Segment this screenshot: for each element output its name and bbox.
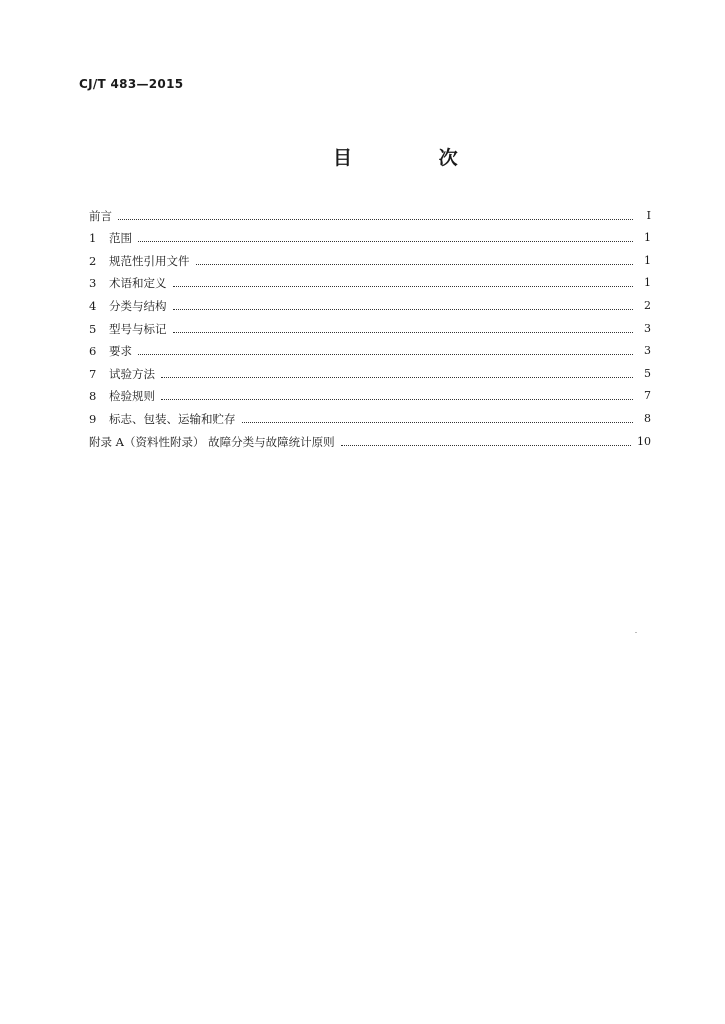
toc-entry-label: 标志、包装、运输和贮存 — [109, 411, 236, 426]
dot-leader — [161, 377, 633, 378]
dot-leader — [341, 445, 631, 446]
toc-entry-label: 要求 — [109, 344, 132, 359]
toc-entry-annex-a[interactable] — [89, 426, 651, 449]
table-of-contents — [89, 200, 651, 449]
toc-entry-1[interactable] — [89, 223, 651, 246]
toc-entry-page: 1 — [644, 253, 651, 267]
toc-entry-7[interactable] — [89, 358, 651, 381]
dot-leader — [118, 219, 633, 220]
document-code: CJ/T 483—2015 — [79, 77, 184, 91]
dot-leader — [173, 286, 634, 287]
toc-entry-page: 8 — [644, 411, 651, 425]
dot-leader — [173, 332, 634, 333]
toc-entry-2[interactable] — [89, 245, 651, 268]
toc-entry-number: 6 — [89, 344, 97, 359]
toc-entry-label: 前言 — [89, 208, 112, 223]
dot-leader — [196, 264, 634, 265]
toc-entry-number: 8 — [89, 389, 97, 404]
toc-entry-label: 术语和定义 — [109, 276, 167, 291]
dot-leader — [138, 354, 633, 355]
page-title: 目 次 — [333, 147, 498, 169]
toc-entry-page: 10 — [637, 434, 651, 448]
toc-entry-page: 1 — [644, 276, 651, 290]
toc-entry-label: 范围 — [109, 231, 132, 246]
toc-entry-page: 3 — [644, 344, 651, 358]
toc-entry-number: 9 — [89, 411, 97, 426]
scan-speck — [635, 632, 637, 633]
toc-entry-number: 5 — [89, 321, 97, 336]
toc-entry-page: 3 — [644, 321, 651, 335]
toc-entry-label: 检验规则 — [109, 389, 155, 404]
toc-entry-page: 2 — [644, 298, 651, 312]
toc-entry-page: 1 — [644, 231, 651, 245]
toc-entry-foreword[interactable] — [89, 200, 651, 223]
toc-entry-number: 2 — [89, 253, 97, 268]
toc-entry-8[interactable] — [89, 381, 651, 404]
toc-entry-number: 4 — [89, 298, 97, 313]
toc-entry-label: 规范性引用文件 — [109, 253, 190, 268]
toc-entry-label: 分类与结构 — [109, 298, 167, 313]
toc-entry-4[interactable] — [89, 290, 651, 313]
toc-entry-page: 7 — [644, 389, 651, 403]
toc-entry-3[interactable] — [89, 268, 651, 291]
toc-entry-label: 试验方法 — [109, 366, 155, 381]
dot-leader — [138, 241, 633, 242]
toc-entry-number: 3 — [89, 276, 97, 291]
dot-leader — [173, 309, 634, 310]
dot-leader — [242, 422, 634, 423]
toc-entry-number: 7 — [89, 366, 97, 381]
toc-entry-label: 附录 A（资料性附录） 故障分类与故障统计原则 — [89, 434, 335, 449]
toc-entry-number: 1 — [89, 231, 97, 246]
toc-entry-page: 5 — [644, 366, 651, 380]
toc-entry-5[interactable] — [89, 313, 651, 336]
dot-leader — [161, 399, 633, 400]
toc-entry-6[interactable] — [89, 336, 651, 359]
toc-entry-9[interactable] — [89, 403, 651, 426]
toc-entry-label: 型号与标记 — [109, 321, 167, 336]
toc-entry-page: I — [646, 208, 651, 222]
